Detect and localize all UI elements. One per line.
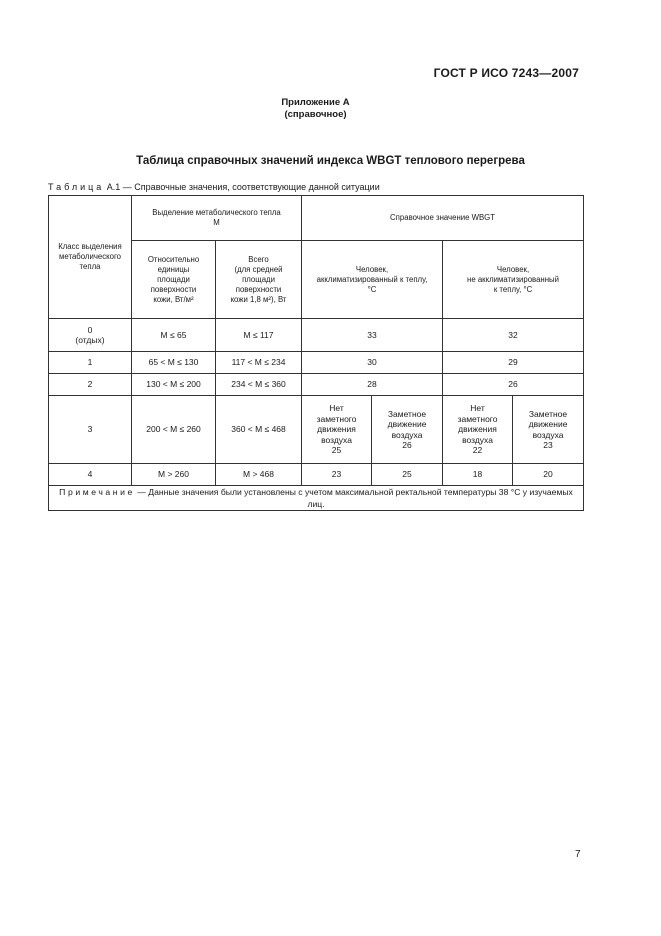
relative-cell: 200 < M ≤ 260 — [132, 396, 216, 464]
total-header-line: Всего — [248, 254, 269, 264]
note-row — [49, 486, 584, 511]
total-cell: 360 < M ≤ 468 — [216, 396, 302, 464]
annex-subtitle: (справочное) — [284, 109, 347, 120]
not-acclimatized-header — [443, 241, 584, 319]
table-row — [49, 352, 584, 374]
class-cell: 4 — [49, 464, 132, 486]
class-header: Класс выделения метаболического тепла — [58, 242, 122, 271]
acclimatized-air-cell: 25 — [372, 464, 443, 486]
wbgt-value: 22 — [472, 445, 483, 456]
table-note — [49, 486, 584, 511]
note-text: — Данные значения были установлены с учетом максимальной ректальной температуры 38 °C у изучаемых лиц. — [134, 487, 573, 509]
wbgt-value: 23 — [543, 440, 553, 450]
table-title: Таблица справочных значений индекса WBGT теплового перегрева — [136, 155, 525, 167]
acclimatized-no-air-cell: 23 — [302, 464, 372, 486]
relative-cell: M ≤ 65 — [132, 319, 216, 352]
no-air-line: движения — [458, 424, 497, 435]
no-air-line: воздуха — [321, 434, 352, 445]
table-row — [49, 374, 584, 396]
relative-cell: 65 < M ≤ 130 — [132, 352, 216, 374]
relative-header-line: площади — [157, 274, 190, 284]
air-line: воздуха — [391, 429, 423, 440]
table-row — [49, 464, 584, 486]
wbgt-value: 25 — [331, 445, 342, 456]
not-acclimatized-air-cell: 20 — [513, 464, 584, 486]
relative-header-line: единицы — [157, 264, 190, 274]
no-air-line: Нет — [470, 403, 485, 414]
not-acclimatized-cell: 26 — [443, 374, 584, 396]
table-row — [49, 319, 584, 352]
relative-header-line: Относительно — [147, 254, 200, 264]
class-cell: 3 — [49, 396, 132, 464]
acclimatized-header — [302, 241, 443, 319]
not-acclimatized-air-cell — [513, 396, 584, 464]
acclimatized-header-line: акклиматизированный к теплу, — [316, 274, 428, 284]
class-cell: 1 — [49, 352, 132, 374]
not-acclimatized-header-line: Человек, — [496, 264, 530, 274]
not-acclimatized-header-line: к теплу, °C — [493, 284, 533, 294]
not-acclimatized-cell: 29 — [443, 352, 584, 374]
wbgt-group-title: Справочное значение WBGT — [390, 213, 495, 222]
acclimatized-air-cell — [372, 396, 443, 464]
acclimatized-no-air-cell — [302, 396, 372, 464]
metabolic-group-title: Выделение метаболического тепла — [152, 208, 281, 217]
annex-title: Приложение А — [281, 97, 350, 108]
total-header-line: площади — [242, 274, 275, 284]
total-header — [216, 241, 302, 319]
table-caption — [48, 182, 380, 192]
relative-header — [132, 241, 216, 319]
total-header-line: (для средней — [234, 264, 283, 274]
relative-header-line: кожи, Вт/м² — [153, 294, 194, 304]
total-header-line: поверхности — [235, 284, 282, 294]
no-air-line: заметного — [457, 413, 498, 424]
air-line: движение — [387, 419, 427, 429]
not-acclimatized-no-air-cell: 18 — [443, 464, 513, 486]
total-cell: M > 468 — [216, 464, 302, 486]
acclimatized-cell: 33 — [302, 319, 443, 352]
header-row-1 — [49, 196, 584, 241]
metabolic-group-header — [132, 196, 302, 241]
air-line: Заметное — [387, 408, 427, 419]
acclimatized-cell: 30 — [302, 352, 443, 374]
no-air-line: воздуха — [462, 434, 493, 445]
air-line: воздуха — [532, 429, 564, 440]
acclimatized-header-line: °C — [367, 284, 377, 294]
total-header-line: кожи 1,8 м²), Вт — [230, 294, 287, 304]
no-air-line: заметного — [316, 413, 357, 424]
class-value: 0 — [87, 324, 93, 335]
total-cell: M ≤ 117 — [216, 319, 302, 352]
class-header-cell — [49, 196, 132, 319]
wbgt-group-header — [302, 196, 584, 241]
not-acclimatized-cell: 32 — [443, 319, 584, 352]
document-code: ГОСТ Р ИСО 7243—2007 — [433, 66, 579, 80]
acclimatized-header-line: Человек, — [355, 264, 389, 274]
not-acclimatized-no-air-cell — [443, 396, 513, 464]
metabolic-group-symbol: M — [213, 218, 220, 227]
air-line: Заметное — [528, 408, 568, 419]
table-caption-label: Таблица — [48, 182, 105, 192]
no-air-line: движения — [317, 424, 356, 435]
no-air-line: Нет — [329, 403, 344, 414]
class-cell — [49, 319, 132, 352]
page-number: 7 — [575, 849, 581, 860]
table-caption-text: А.1 — Справочные значения, соответствующие данной ситуации — [104, 182, 380, 192]
air-line: движение — [528, 419, 568, 429]
table-row — [49, 396, 584, 464]
total-cell: 234 < M ≤ 360 — [216, 374, 302, 396]
class-cell: 2 — [49, 374, 132, 396]
relative-cell: 130 < M ≤ 200 — [132, 374, 216, 396]
not-acclimatized-header-line: не акклиматизированный — [467, 274, 560, 284]
total-cell: 117 < M ≤ 234 — [216, 352, 302, 374]
wbgt-value: 26 — [402, 440, 412, 450]
wbgt-reference-table — [48, 195, 584, 511]
relative-cell: M > 260 — [132, 464, 216, 486]
note-label: Примечание — [59, 487, 135, 497]
relative-header-line: поверхности — [150, 284, 197, 294]
acclimatized-cell: 28 — [302, 374, 443, 396]
class-note: (отдых) — [75, 335, 105, 345]
annex-heading — [0, 97, 661, 121]
